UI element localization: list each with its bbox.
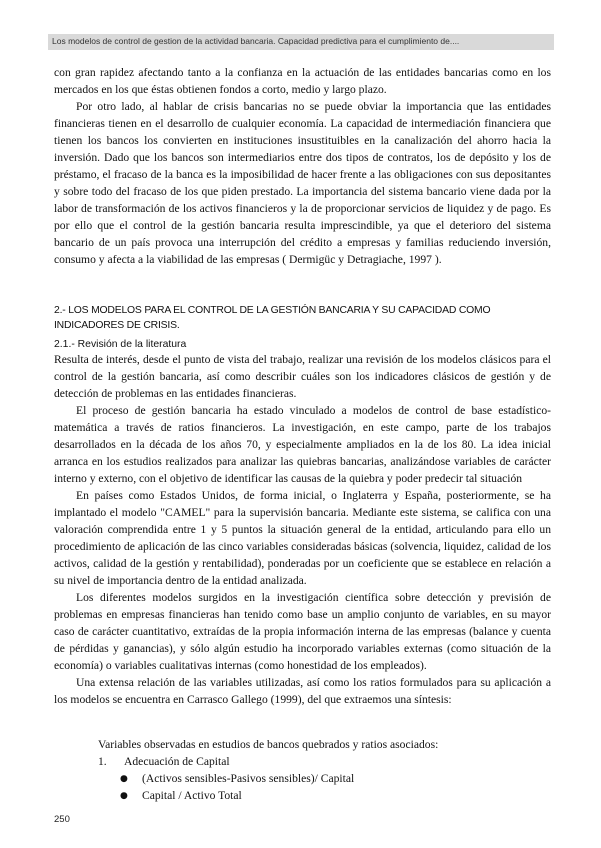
list-item-title: Adecuación de Capital: [124, 755, 230, 768]
paragraph-text: Resulta de interés, desde el punto de vista del trabajo, realizar una revisión de los modelos clásicos para el control de la gestión bancaria, así como describir cuáles son los indicadores clásicos de gestión y de detección de problemas en las entidades financieras.: [54, 353, 551, 400]
list-item-number: 1.: [98, 755, 107, 768]
list-bullet-item: Capital / Activo Total: [142, 789, 242, 802]
page-number: 250: [54, 814, 70, 825]
section-heading: 2.- LOS MODELOS PARA EL CONTROL DE LA GESTIÓN BANCARIA Y SU CAPACIDAD COMO INDICADORES DE CRISIS.: [54, 305, 491, 331]
literature-review-body: [54, 351, 551, 708]
paragraph-text: Una extensa relación de las variables utilizadas, así como los ratios formulados para su aplicación a los modelos se encuentra en Carrasco Gallego (1999), del que extraemos una síntesis:: [54, 676, 551, 706]
paragraph-text: El proceso de gestión bancaria ha estado vinculado a modelos de control de base estadístico-matemática a través de ratios financieros. La investigación, en este campo, parte de los trabajos desarrollados en la década de los años 70, y especialmente ampliados en la de los 80. La idea inicial arranca en los estudios realizados para analizar las quiebras bancarias, analizándose variables de carácter interno y externo, con el objetivo de identificar las causas de la quiebra y poder predecir tal situación: [54, 404, 551, 485]
bullet-icon: ●: [120, 774, 128, 784]
paragraph-continuation: [54, 64, 551, 268]
paragraph-text: Por otro lado, al hablar de crisis bancarias no se puede obviar la importancia que las entidades financieras tienen en el desarrollo de cualquier economía. La capacidad de intermediación financiera que tienen los bancos los convierten en instituciones insustituibles en la canalización del ahorro hacia la inversión. Dado que los bancos son intermediarios entre dos tipos de contratos, los de depósito y los de préstamo, el fracaso de la banca es la imposibilidad de hacer frente a las obligaciones con sus depositantes y sobre todo del fracaso de los que piden prestado. La importancia del sistema bancario viene dada por la labor de transformación de los activos financieros y la de proporcionar servicios de liquidez y de pago. Es por ello que el control de la gestión bancaria resulta imprescindible, ya que el deterioro del sistema bancario de un país provoca una interrupción del crédito a empresas y familias reduciendo inversión, consumo y afecta a la viabilidad de las empresas ( Dermigüc y Detragiache, 1997 ).: [54, 100, 551, 266]
subsection-heading: 2.1.- Revisión de la literatura: [54, 339, 187, 350]
running-title: Los modelos de control de gestion de la actividad bancaria. Capacidad predictiva para el cumplimiento de....: [52, 36, 460, 46]
list-intro: Variables observadas en estudios de bancos quebrados y ratios asociados:: [98, 738, 439, 751]
list-bullet-item: (Activos sensibles-Pasivos sensibles)/ Capital: [142, 772, 355, 785]
paragraph-text: con gran rapidez afectando tanto a la confianza en la actuación de las entidades bancarias como en los mercados en los que éstas obtienen fondos a corto, medio y largo plazo.: [54, 66, 551, 96]
running-header: [48, 34, 554, 50]
bullet-icon: ●: [120, 791, 128, 801]
paragraph-text: En países como Estados Unidos, de forma inicial, o Inglaterra y España, posteriormente, se ha implantado el modelo "CAMEL" para la supervisión bancaria. Mediante este sistema, se califica con una valoración comprendida entre 1 y 5 puntos la situación general de la entidad, articulando para ello un procedimiento de aplicación de las cinco variables consideradas básicas (solvencia, liquidez, calidad de los activos, calidad de la gestión y rentabilidad), ponderadas por un coeficiente que se establece en relación a su nivel de importancia dentro de la entidad analizada.: [54, 489, 551, 587]
paragraph-text: Los diferentes modelos surgidos en la investigación científica sobre detección y previsión de problemas en empresas financieras han tenido como base un amplio conjunto de variables, en su mayor caso de carácter cuantitativo, extraídas de la propia información interna de las empresas (balance y cuenta de pérdidas y ganancias), y sólo algún estudio ha incorporado variables externas (como situación de la economía) o variables cualitativas internas (como honestidad de los empleados).: [54, 591, 551, 672]
